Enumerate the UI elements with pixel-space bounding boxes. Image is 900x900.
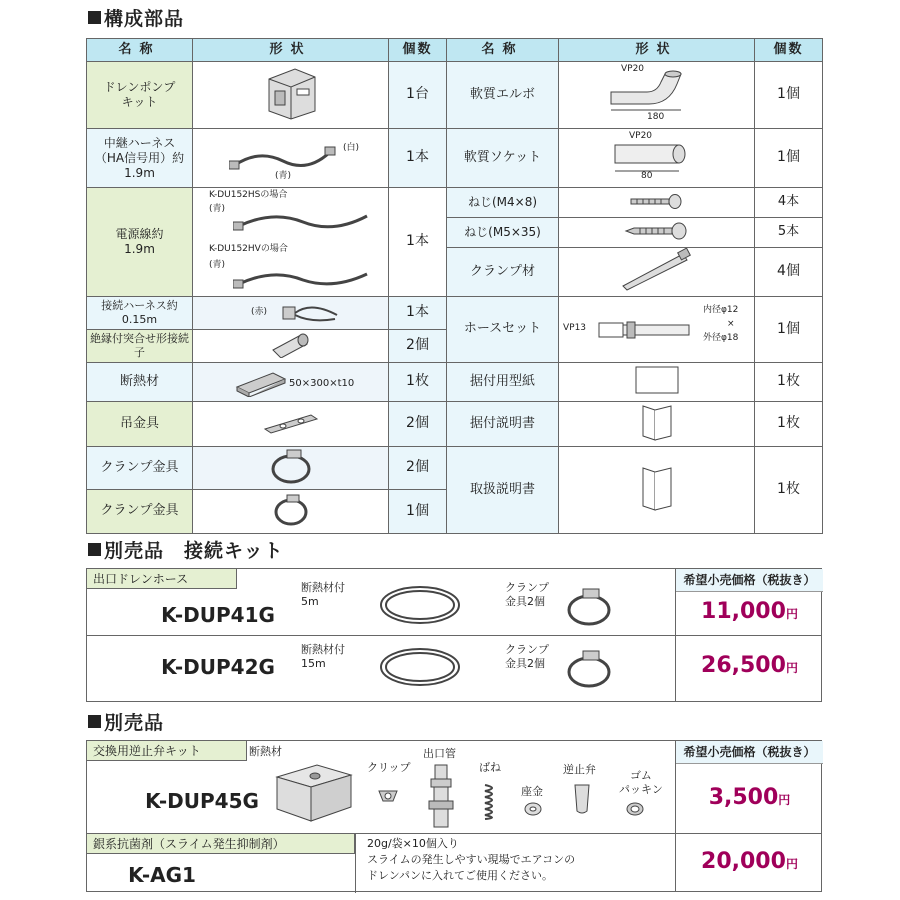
coiled-hose-icon: [377, 645, 463, 689]
check-valve-icon: [571, 781, 593, 815]
part-qty: 1枚: [755, 363, 823, 402]
cable-tie-icon: [617, 248, 697, 292]
price-value: 20,000: [701, 849, 786, 874]
part-qty: 1個: [755, 129, 823, 188]
price-value: 11,000: [701, 599, 786, 624]
part-name: 据付説明書: [447, 402, 559, 447]
insulation-size-label: 50×300×t10: [289, 378, 355, 389]
price: [676, 599, 823, 624]
part-qty: 4本: [755, 188, 823, 218]
kit-label: 交換用逆止弁キット: [87, 741, 247, 761]
part-name: 吊金具: [87, 402, 193, 447]
harness-cable-icon: [229, 139, 339, 175]
header-qty-2: 個数: [755, 39, 823, 62]
table-row: [87, 188, 823, 218]
part-qty: 5本: [755, 218, 823, 248]
hose-set-figure: [559, 297, 755, 363]
part-qty: 1本: [389, 129, 447, 188]
section-title-text: 別売品 接続キット: [104, 540, 284, 562]
user-manual-figure: [559, 447, 755, 534]
power-hs-blue-label: (青): [209, 204, 226, 214]
hose-clamp-icon: [271, 492, 311, 528]
part-name: ねじ(M5×35): [447, 218, 559, 248]
section-title-text: 構成部品: [104, 8, 185, 30]
kit-label: 銀系抗菌剤（スライム発生抑制剤）: [87, 834, 355, 854]
outlet-pipe-icon: [425, 763, 457, 829]
agent-desc-2: スライムの発生しやすい現場でエアコンの: [367, 853, 576, 866]
price-header: 希望小売価格（税抜き）: [676, 741, 823, 764]
model-number: K-DUP42G: [161, 655, 275, 679]
elbow-pipe-icon: [607, 70, 707, 114]
part-name: 断熱材: [87, 363, 193, 402]
part-qty: 1本: [389, 188, 447, 297]
clamp-caption: クランプ 金具2個: [505, 581, 549, 608]
part-qty: 1個: [755, 297, 823, 363]
table-row: [87, 363, 823, 402]
price-column: [675, 741, 823, 891]
part-qty: 1個: [755, 62, 823, 129]
hanger-figure: [193, 402, 389, 447]
part-qty: 1枚: [389, 363, 447, 402]
section-title-options: [88, 708, 164, 735]
table-header-row: [87, 39, 823, 62]
kit-label: 出口ドレンホース: [87, 569, 237, 589]
agent-desc-3: ドレンパンに入れてご使用ください。: [367, 869, 553, 882]
part-name: 中継ハーネス（HA信号用）約1.9m: [87, 129, 193, 188]
part-name: ドレンポンプキット: [87, 62, 193, 129]
power-hv-label: K-DU152HVの場合: [209, 244, 288, 254]
butt-connector-icon: [269, 330, 313, 358]
part-name: クランプ金具: [87, 447, 193, 490]
part-name: 取扱説明書: [447, 447, 559, 534]
price: [676, 653, 823, 678]
section-title-connection-kit: [88, 536, 284, 563]
template-figure: [559, 363, 755, 402]
section-title-text: 別売品: [104, 712, 165, 734]
part-name: 軟質エルボ: [447, 62, 559, 129]
part-caption-insulation: 断熱材: [249, 745, 282, 758]
rubber-packing-icon: [625, 801, 645, 817]
price-unit: 円: [785, 661, 798, 675]
part-qty: 4個: [755, 248, 823, 297]
hose-outer-label: 外径φ18: [703, 332, 739, 343]
socket-vp-label: VP20: [629, 131, 653, 141]
part-qty: 1本: [389, 297, 447, 330]
power-cable-figure: [193, 188, 389, 297]
power-cable-hs-icon: [233, 206, 373, 236]
table-row: [87, 447, 823, 490]
model-number: K-DUP41G: [161, 603, 275, 627]
price-value: 3,500: [708, 785, 779, 810]
insulation-block-icon: [271, 759, 355, 823]
price: [676, 785, 823, 810]
connect-red-label: (赤): [251, 307, 268, 317]
connection-kit-box: [86, 568, 822, 702]
harness-white-label: (白): [343, 143, 360, 153]
elbow-vp-label: VP20: [621, 64, 645, 74]
price-unit: 円: [785, 607, 798, 621]
install-manual-figure: [559, 402, 755, 447]
hose-icon: [597, 319, 693, 341]
divider: [355, 834, 356, 893]
socket-length-label: 80: [641, 171, 653, 181]
drain-pump-icon: [261, 65, 321, 121]
connect-harness-icon: [281, 301, 341, 325]
part-caption-packing: ゴム パッキン: [619, 769, 663, 796]
part-qty: 1枚: [755, 447, 823, 534]
washer-icon: [523, 801, 543, 817]
table-row: [87, 402, 823, 447]
part-name: 絶縁付突合せ形接続子: [87, 330, 193, 363]
model-number: K-DUP45G: [145, 789, 259, 813]
price-column: [675, 569, 823, 701]
section-title-parts: [88, 4, 184, 31]
part-qty: 2個: [389, 447, 447, 490]
part-name: 接続ハーネス約0.15m: [87, 297, 193, 330]
paper-template-icon: [634, 365, 680, 395]
options-box: [86, 740, 822, 892]
price-unit: 円: [785, 857, 798, 871]
hanger-bracket-icon: [261, 409, 321, 435]
price: [676, 849, 823, 874]
part-qty: 2個: [389, 330, 447, 363]
square-bullet-icon: [88, 11, 101, 24]
power-cable-hv-icon: [233, 262, 373, 292]
price-header: 希望小売価格（税抜き）: [676, 569, 823, 592]
part-caption-clip: クリップ: [367, 761, 411, 774]
table-row: [87, 129, 823, 188]
hose-caption: 断熱材付 5m: [301, 581, 345, 608]
insulation-figure: [193, 363, 389, 402]
socket-figure: [559, 129, 755, 188]
hose-inner-label: 内径φ12: [703, 304, 739, 315]
part-caption-spring: ばね: [479, 761, 501, 774]
square-bullet-icon: [88, 543, 101, 556]
header-name-2: 名称: [447, 39, 559, 62]
hose-vp-label: VP13: [563, 322, 587, 333]
header-shape: 形状: [193, 39, 389, 62]
connect-harness-figure: [193, 297, 389, 330]
drain-pump-kit-figure: [193, 62, 389, 129]
hose-clamp-icon: [269, 447, 313, 485]
part-name: ねじ(M4×8): [447, 188, 559, 218]
relay-harness-figure: [193, 129, 389, 188]
price-value: 26,500: [701, 653, 786, 678]
part-qty: 1枚: [755, 402, 823, 447]
screw-icon: [622, 220, 692, 242]
table-row: [87, 297, 823, 330]
part-name: クランプ金具: [87, 490, 193, 534]
clamp-caption: クランプ 金具2個: [505, 643, 549, 670]
part-name: クランプ材: [447, 248, 559, 297]
header-shape-2: 形状: [559, 39, 755, 62]
screw-icon: [627, 191, 687, 211]
hose-times-label: ×: [727, 318, 735, 329]
clip-icon: [375, 785, 401, 807]
part-name: 据付用型紙: [447, 363, 559, 402]
power-hv-blue-label: (青): [209, 260, 226, 270]
harness-blue-label: (青): [275, 171, 292, 181]
price-unit: 円: [778, 793, 791, 807]
model-number: K-AG1: [128, 863, 196, 887]
square-bullet-icon: [88, 715, 101, 728]
hose-clamp-icon: [563, 647, 615, 689]
clamp-figure: [193, 447, 389, 490]
part-name: ホースセット: [447, 297, 559, 363]
manual-book-icon: [637, 402, 677, 442]
header-qty: 個数: [389, 39, 447, 62]
part-qty: 1個: [389, 490, 447, 534]
part-caption-outlet: 出口管: [423, 747, 456, 760]
part-caption-seat: 座金: [521, 785, 543, 798]
part-qty: 2個: [389, 402, 447, 447]
insulation-pad-icon: [233, 369, 289, 397]
part-caption-valve: 逆止弁: [563, 763, 596, 776]
coiled-hose-icon: [377, 583, 463, 627]
part-qty: 1台: [389, 62, 447, 129]
screw-m4-figure: [559, 188, 755, 218]
spring-icon: [481, 781, 503, 821]
hose-caption: 断熱材付 15m: [301, 643, 345, 670]
clamp-figure: [193, 490, 389, 534]
manual-book-icon: [637, 462, 677, 514]
hose-clamp-icon: [563, 585, 615, 627]
elbow-figure: [559, 62, 755, 129]
butt-connector-figure: [193, 330, 389, 363]
screw-m5-figure: [559, 218, 755, 248]
elbow-length-label: 180: [647, 112, 665, 122]
header-name: 名称: [87, 39, 193, 62]
agent-desc-1: 20g/袋×10個入り: [367, 837, 459, 850]
parts-table: [86, 38, 823, 534]
clamp-band-figure: [559, 248, 755, 297]
part-name: 軟質ソケット: [447, 129, 559, 188]
part-name: 電源線約1.9m: [87, 188, 193, 297]
table-row: [87, 62, 823, 129]
power-hs-label: K-DU152HSの場合: [209, 190, 288, 200]
